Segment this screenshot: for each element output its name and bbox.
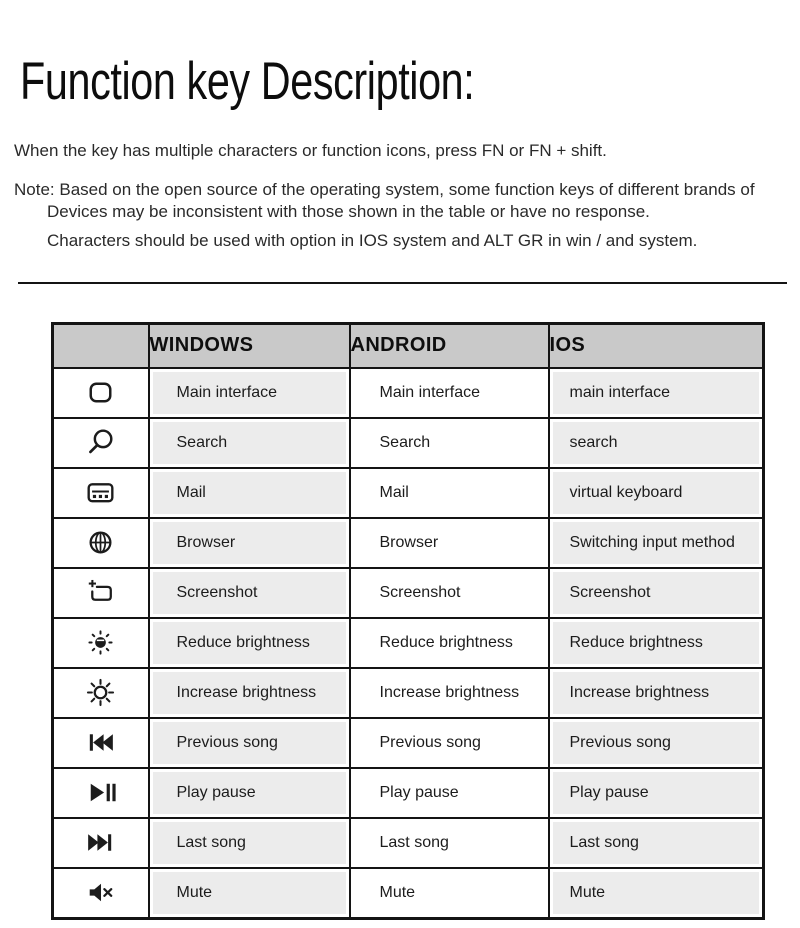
key-icon-cell [53, 468, 149, 518]
android-cell [350, 568, 549, 618]
android-cell-text: Reduce brightness [379, 633, 513, 651]
table-row [53, 818, 764, 868]
windows-cell [149, 418, 350, 468]
header-cell-windows: WINDOWS [149, 324, 350, 368]
ios-cell-text: Screenshot [569, 583, 651, 601]
ios-cell [549, 468, 764, 518]
windows-cell-text: Search [176, 433, 228, 451]
ios-cell [549, 518, 764, 568]
android-cell [350, 868, 549, 919]
windows-cell [149, 618, 350, 668]
ios-cell-text: Last song [569, 833, 639, 851]
key-icon-cell [53, 368, 149, 418]
table-row [53, 718, 764, 768]
ios-cell-text: Reduce brightness [569, 633, 703, 651]
key-icon-cell [53, 818, 149, 868]
ios-cell [549, 668, 764, 718]
android-cell-text: Browser [379, 533, 439, 551]
windows-cell-text: Increase brightness [176, 683, 317, 701]
android-cell-text: Last song [379, 833, 449, 851]
android-cell-text: Previous song [379, 733, 481, 751]
android-cell-text: Mail [379, 483, 409, 501]
table-row [53, 468, 764, 518]
windows-cell [149, 818, 350, 868]
screenshot-icon [82, 574, 119, 611]
android-cell [350, 468, 549, 518]
android-cell-text: Increase brightness [379, 683, 520, 701]
ios-cell [549, 418, 764, 468]
android-cell [350, 518, 549, 568]
mute-icon [82, 874, 119, 911]
ios-cell [549, 618, 764, 668]
windows-cell-text: Previous song [176, 733, 278, 751]
windows-cell [149, 718, 350, 768]
windows-cell-text: Main interface [176, 383, 277, 401]
windows-cell [149, 368, 350, 418]
table-row [53, 868, 764, 919]
table-header-row [53, 324, 764, 368]
key-icon-cell [53, 418, 149, 468]
previous-track-icon [82, 724, 119, 761]
windows-cell-text: Mail [176, 483, 206, 501]
globe-icon [82, 524, 119, 561]
ios-cell [549, 868, 764, 919]
table-row [53, 518, 764, 568]
android-cell-text: Play pause [379, 783, 459, 801]
android-cell [350, 768, 549, 818]
android-cell [350, 618, 549, 668]
header-cell-icon [53, 324, 149, 368]
windows-cell [149, 518, 350, 568]
ios-cell-text: virtual keyboard [569, 483, 683, 501]
android-cell-text: Search [379, 433, 431, 451]
ios-cell-text: Play pause [569, 783, 649, 801]
header-cell-android: ANDROID [350, 324, 549, 368]
android-cell [350, 668, 549, 718]
windows-cell [149, 768, 350, 818]
table-body [53, 368, 764, 919]
windows-cell-text: Play pause [176, 783, 256, 801]
table-row [53, 368, 764, 418]
ios-cell [549, 768, 764, 818]
ios-cell [549, 368, 764, 418]
table-row [53, 618, 764, 668]
table-row [53, 768, 764, 818]
key-icon-cell [53, 568, 149, 618]
android-cell [350, 368, 549, 418]
android-cell [350, 818, 549, 868]
windows-cell [149, 868, 350, 919]
android-cell [350, 718, 549, 768]
page-title-text: Function key Description: [20, 52, 475, 111]
windows-cell-text: Last song [176, 833, 246, 851]
play-pause-icon [82, 774, 119, 811]
ios-cell-text: search [569, 433, 618, 451]
search-icon [82, 424, 119, 461]
ios-cell [549, 718, 764, 768]
ios-cell [549, 818, 764, 868]
ios-cell-text: Increase brightness [569, 683, 710, 701]
windows-cell-text: Reduce brightness [176, 633, 310, 651]
key-icon-cell [53, 618, 149, 668]
ios-cell [549, 568, 764, 618]
table-row [53, 568, 764, 618]
android-cell-text: Mute [379, 883, 416, 901]
android-cell-text: Screenshot [379, 583, 461, 601]
windows-cell [149, 668, 350, 718]
android-cell [350, 418, 549, 468]
note-line-1: Note: Based on the open source of the operating system, some function keys of different brands of [14, 180, 755, 199]
key-icon-cell [53, 868, 149, 919]
key-icon-cell [53, 668, 149, 718]
brightness-down-icon [82, 624, 119, 661]
keyboard-icon [82, 474, 119, 511]
page-title [20, 54, 603, 110]
next-track-icon [82, 824, 119, 861]
intro-text: When the key has multiple characters or function icons, press FN or FN + shift. [14, 141, 607, 160]
key-icon-cell [53, 518, 149, 568]
header-cell-ios: IOS [549, 324, 764, 368]
home-icon [82, 374, 119, 411]
key-icon-cell [53, 768, 149, 818]
ios-cell-text: Mute [569, 883, 606, 901]
table-row [53, 418, 764, 468]
divider-line [18, 282, 787, 284]
key-icon-cell [53, 718, 149, 768]
brightness-up-icon [82, 674, 119, 711]
android-cell-text: Main interface [379, 383, 480, 401]
windows-cell-text: Screenshot [176, 583, 258, 601]
windows-cell [149, 468, 350, 518]
windows-cell-text: Mute [176, 883, 213, 901]
ios-cell-text: Previous song [569, 733, 671, 751]
windows-cell [149, 568, 350, 618]
ios-cell-text: Switching input method [569, 533, 735, 551]
windows-cell-text: Browser [176, 533, 236, 551]
note-line-2: Devices may be inconsistent with those shown in the table or have no response. [47, 202, 650, 221]
table-row [53, 668, 764, 718]
ios-cell-text: main interface [569, 383, 670, 401]
function-key-table [51, 322, 765, 920]
note-line-3: Characters should be used with option in IOS system and ALT GR in win / and system. [47, 231, 698, 250]
